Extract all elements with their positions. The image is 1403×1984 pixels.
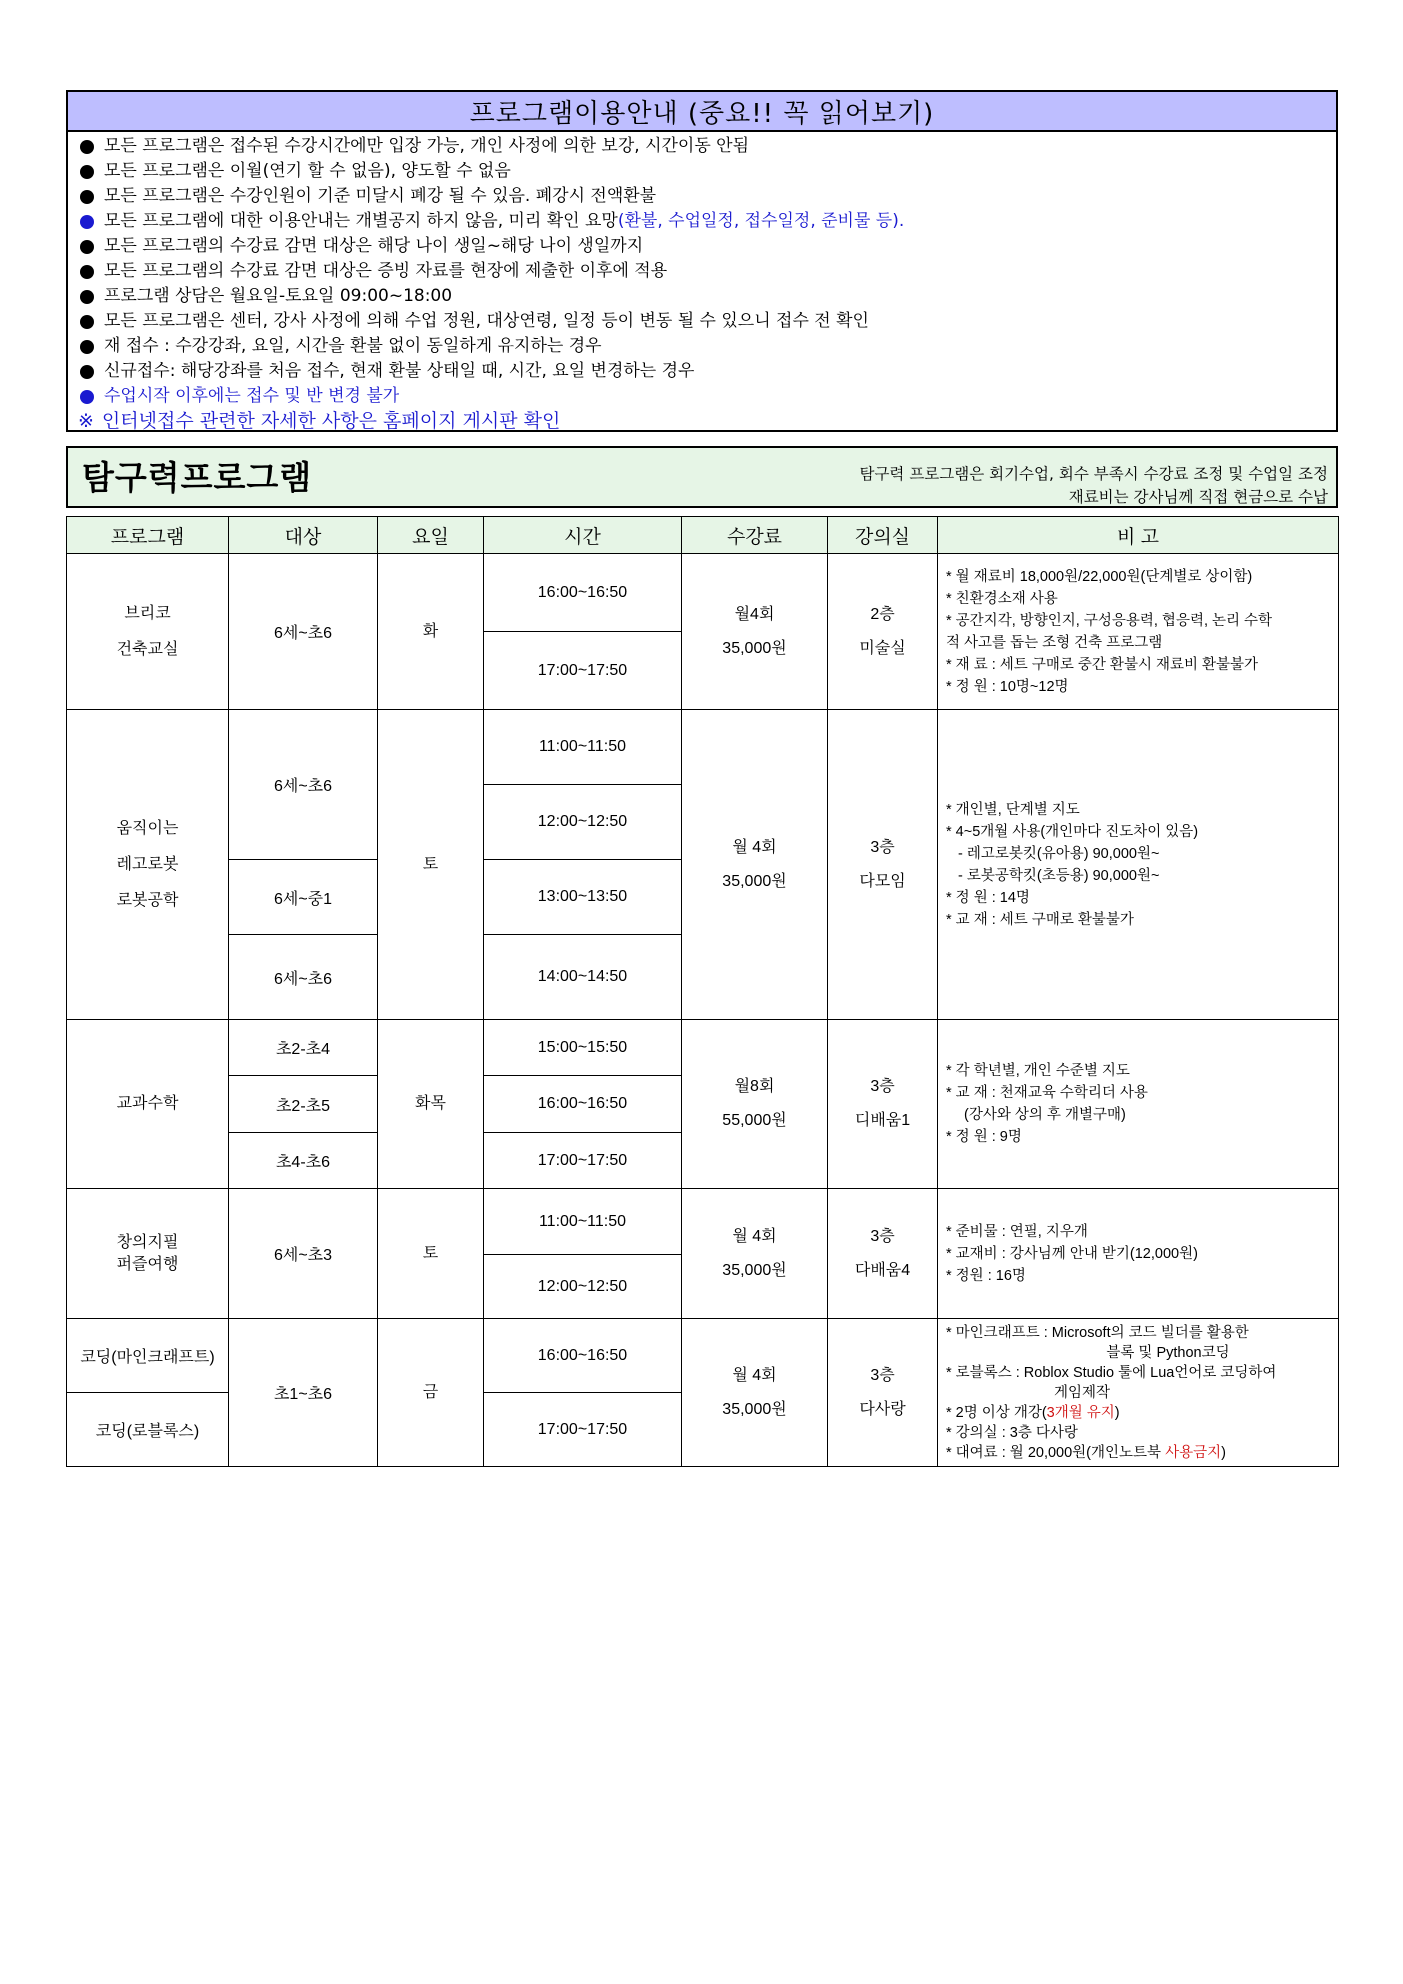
column-header: 대상 [229,517,378,554]
table-row [67,554,1339,632]
table-row [67,1020,1339,1076]
remarks-cell: * 월 재료비 18,000원/22,000원(단계별로 상이함) * 친환경소재 사용 * 공간지각, 방향인지, 구성응용력, 협응력, 논리 수학 적 사고를 돕는 조형 건축 프로그램 * 재 료 : 세트 구매로 중간 환불시 재료비 환불불가 * 정 원 : 10명~12명 [938,554,1339,710]
footnote: ※ 인터넷접수 관련한 자세한 사항은 홈페이지 게시판 확인 [78,410,561,432]
program-name: 창의지필 퍼즐여행 [67,1189,229,1319]
remarks-cell: * 마인크래프트 : Microsoft의 코드 빌더를 활용한 블록 및 Python코딩 * 로블록스 : Roblox Studio 툴에 Lua언어로 코딩하여 게임제작 * 2명 이상 개강(3개월 유지) * 강의실 : 3층 다사랑 * 대여료 : 월 20,000원(개인노트북 사용금지) [938,1319,1339,1467]
list-item: 모든 프로그램의 수강료 감면 대상은 증빙 자료를 현장에 제출한 이후에 적용 [76,259,1336,284]
list-item: 모든 프로그램에 대한 이용안내는 개별공지 하지 않음, 미리 확인 요망 (환불, 수업일정, 접수일정, 준비물 등). [76,209,1336,234]
column-header: 수강료 [682,517,828,554]
time-cell: 11:00~11:50 [484,1189,682,1255]
list-item: 수업시작 이후에는 접수 및 반 변경 불가 [76,384,1336,409]
program-name: 브리코 건축교실 [67,554,229,710]
column-header: 강의실 [828,517,938,554]
target-cell: 초4-초6 [229,1133,378,1189]
black-circle-icon [80,265,94,279]
room-cell: 3층 디배움1 [828,1020,938,1189]
room-cell: 3층 다모임 [828,710,938,1020]
table-row [67,1319,1339,1393]
blue-circle-icon [80,215,94,229]
program-name: 교과수학 [67,1020,229,1189]
room-cell: 2층 미술실 [828,554,938,710]
time-cell: 17:00~17:50 [484,1393,682,1467]
list-item: 프로그램 상담은 월요일-토요일 09:00~18:00 [76,284,1336,309]
column-header: 요일 [378,517,484,554]
target-cell: 6세~초3 [229,1189,378,1319]
remarks-cell: * 개인별, 단계별 지도 * 4~5개월 사용(개인마다 진도차이 있음) - 레고로봇킷(유아용) 90,000원~ - 로봇공학킷(초등용) 90,000원~ * 정 원 : 14명 * 교 재 : 세트 구매로 환불불가 [938,710,1339,1020]
fee-cell: 월4회 35,000원 [682,554,828,710]
remarks-cell: * 준비물 : 연필, 지우개 * 교재비 : 강사님께 안내 받기(12,000원) * 정원 : 16명 [938,1189,1339,1319]
black-circle-icon [80,190,94,204]
section-title: 탐구력프로그램 [82,458,313,497]
fee-cell: 월8회 55,000원 [682,1020,828,1189]
fee-cell: 월 4회 35,000원 [682,710,828,1020]
remarks-cell: * 각 학년별, 개인 수준별 지도 * 교 재 : 천재교육 수학리더 사용 (강사와 상의 후 개별구매) * 정 원 : 9명 [938,1020,1339,1189]
day-cell: 토 [378,710,484,1020]
section-header [66,446,1338,508]
program-name: 코딩(로블록스) [67,1393,229,1467]
black-circle-icon [80,365,94,379]
fee-cell: 월 4회 35,000원 [682,1319,828,1467]
black-circle-icon [80,290,94,304]
time-cell: 13:00~13:50 [484,860,682,935]
time-cell: 11:00~11:50 [484,710,682,785]
list-item: 재 접수 : 수강강좌, 요일, 시간을 환불 없이 동일하게 유지하는 경우 [76,334,1336,359]
table-row [67,710,1339,785]
time-cell: 17:00~17:50 [484,1133,682,1189]
black-circle-icon [80,165,94,179]
section-note: 탐구력 프로그램은 회기수업, 회수 부족시 수강료 조정 및 수업일 조정 [859,465,1328,483]
list-item: 모든 프로그램의 수강료 감면 대상은 해당 나이 생일~해당 나이 생일까지 [76,234,1336,259]
target-cell: 초1~초6 [229,1319,378,1467]
time-cell: 15:00~15:50 [484,1020,682,1076]
time-cell: 12:00~12:50 [484,785,682,860]
list-item: 모든 프로그램은 센터, 강사 사정에 의해 수업 정원, 대상연령, 일정 등이 변동 될 수 있으니 접수 전 확인 [76,309,1336,334]
black-circle-icon [80,340,94,354]
day-cell: 화 [378,554,484,710]
column-header: 시간 [484,517,682,554]
notice-list [68,132,1336,434]
black-circle-icon [80,315,94,329]
fee-cell: 월 4회 35,000원 [682,1189,828,1319]
black-circle-icon [80,140,94,154]
time-cell: 16:00~16:50 [484,1076,682,1133]
room-cell: 3층 다사랑 [828,1319,938,1467]
list-item: 모든 프로그램은 이월(연기 할 수 없음), 양도할 수 없음 [76,159,1336,184]
blue-circle-icon [80,390,94,404]
day-cell: 화목 [378,1020,484,1189]
column-header: 비 고 [938,517,1339,554]
target-cell: 6세~초6 [229,935,378,1020]
table-header-row [67,517,1339,554]
target-cell: 6세~초6 [229,710,378,860]
column-header: 프로그램 [67,517,229,554]
target-cell: 6세~중1 [229,860,378,935]
target-cell: 초2-초4 [229,1020,378,1076]
table-row [67,1189,1339,1255]
black-circle-icon [80,240,94,254]
time-cell: 17:00~17:50 [484,632,682,710]
list-item: 모든 프로그램은 수강인원이 기준 미달시 폐강 될 수 있음. 폐강시 전액환불 [76,184,1336,209]
section-note: 재료비는 강사님께 직접 현금으로 수납 [1068,488,1328,506]
target-cell: 6세~초6 [229,554,378,710]
reference-mark-icon: ※ [78,410,94,432]
program-name: 코딩(마인크래프트) [67,1319,229,1393]
day-cell: 토 [378,1189,484,1319]
notice-title: 프로그램이용안내 (중요!! 꼭 읽어보기) [68,92,1336,132]
target-cell: 초2-초5 [229,1076,378,1133]
notice-box [66,90,1338,432]
time-cell: 12:00~12:50 [484,1255,682,1319]
list-item: 신규접수: 해당강좌를 처음 접수, 현재 환불 상태일 때, 시간, 요일 변경하는 경우 [76,359,1336,384]
room-cell: 3층 다배움4 [828,1189,938,1319]
list-item: 모든 프로그램은 접수된 수강시간에만 입장 가능, 개인 사정에 의한 보강, 시간이동 안됨 [76,134,1336,159]
time-cell: 16:00~16:50 [484,1319,682,1393]
time-cell: 14:00~14:50 [484,935,682,1020]
time-cell: 16:00~16:50 [484,554,682,632]
program-name: 움직이는 레고로봇 로봇공학 [67,710,229,1020]
day-cell: 금 [378,1319,484,1467]
program-table [66,516,1339,1467]
